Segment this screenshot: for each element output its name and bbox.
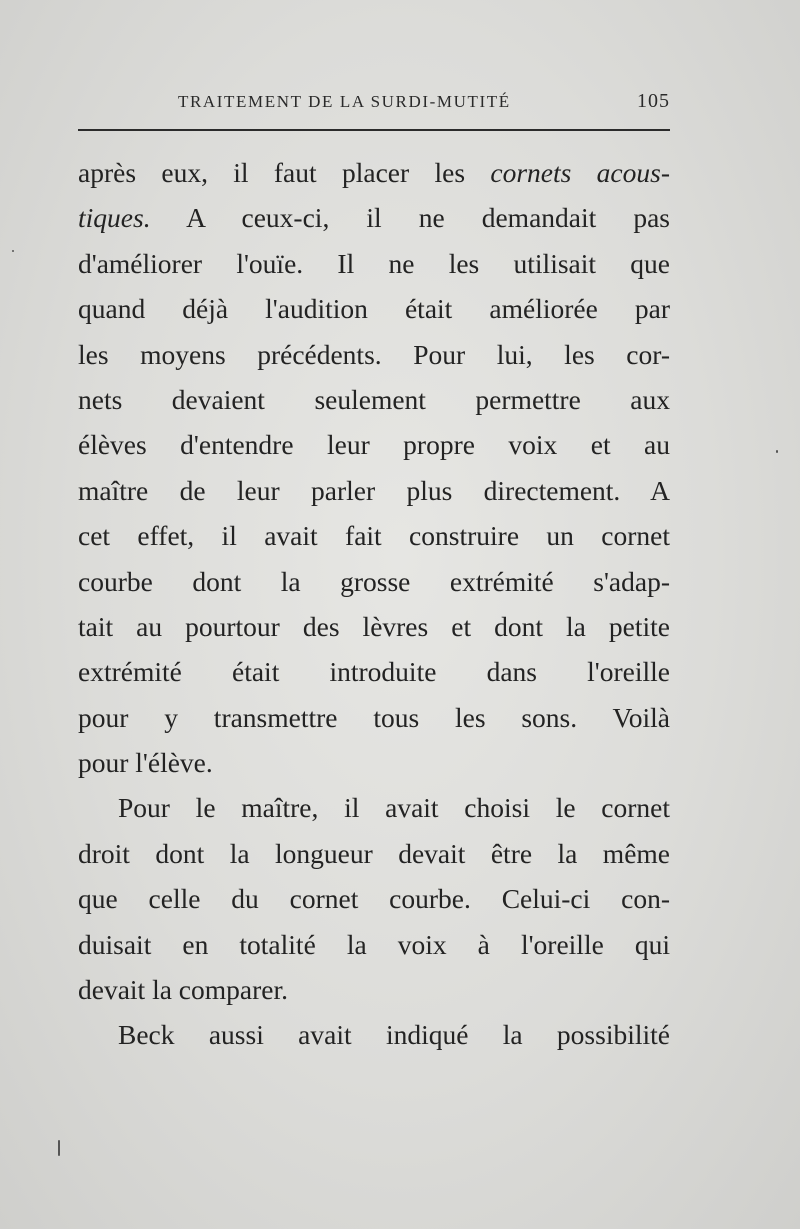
text-line: pour l'élève. <box>78 747 213 779</box>
text-line: les moyens précédents. Pour lui, les cor- <box>78 338 670 370</box>
running-title: TRAITEMENT DE LA SURDI-MUTITÉ <box>178 92 511 111</box>
text-line: élèves d'entendre leur propre voix et au <box>78 429 670 461</box>
text-line: après eux, il faut placer les cornets acous- <box>78 157 670 188</box>
text-line: cet effet, il avait fait construire un cornet <box>78 520 670 552</box>
text-line: devait la comparer. <box>78 974 288 1006</box>
text-line: droit dont la longueur devait être la même <box>78 837 670 869</box>
paper-speck <box>58 1140 60 1156</box>
body-text <box>78 150 670 1058</box>
text-line: tait au pourtour des lèvres et dont la petite <box>78 610 670 642</box>
text-line: Beck aussi avait indiqué la possibilité <box>118 1019 670 1051</box>
text-line: pour y transmettre tous les sons. Voilà <box>78 701 670 733</box>
paper-speck <box>12 250 14 252</box>
text-line: maître de leur parler plus directement. A <box>78 474 670 506</box>
text-line: d'améliorer l'ouïe. Il ne les utilisait que <box>78 247 670 279</box>
text-line: quand déjà l'audition était améliorée par <box>78 293 670 325</box>
page-number: 105 <box>637 90 670 112</box>
text-line: Pour le maître, il avait choisi le cornet <box>118 792 670 824</box>
text-line: courbe dont la grosse extrémité s'adap- <box>78 565 670 597</box>
header-rule <box>78 129 670 131</box>
text-line: extrémité était introduite dans l'oreille <box>78 656 670 688</box>
page-header <box>78 88 670 118</box>
paper-speck <box>776 450 778 453</box>
text-line: que celle du cornet courbe. Celui-ci con- <box>78 883 670 915</box>
text-line: duisait en totalité la voix à l'oreille qui <box>78 928 670 960</box>
text-line: nets devaient seulement permettre aux <box>78 383 670 415</box>
text-line: tiques. A ceux-ci, il ne demandait pas <box>78 202 670 234</box>
